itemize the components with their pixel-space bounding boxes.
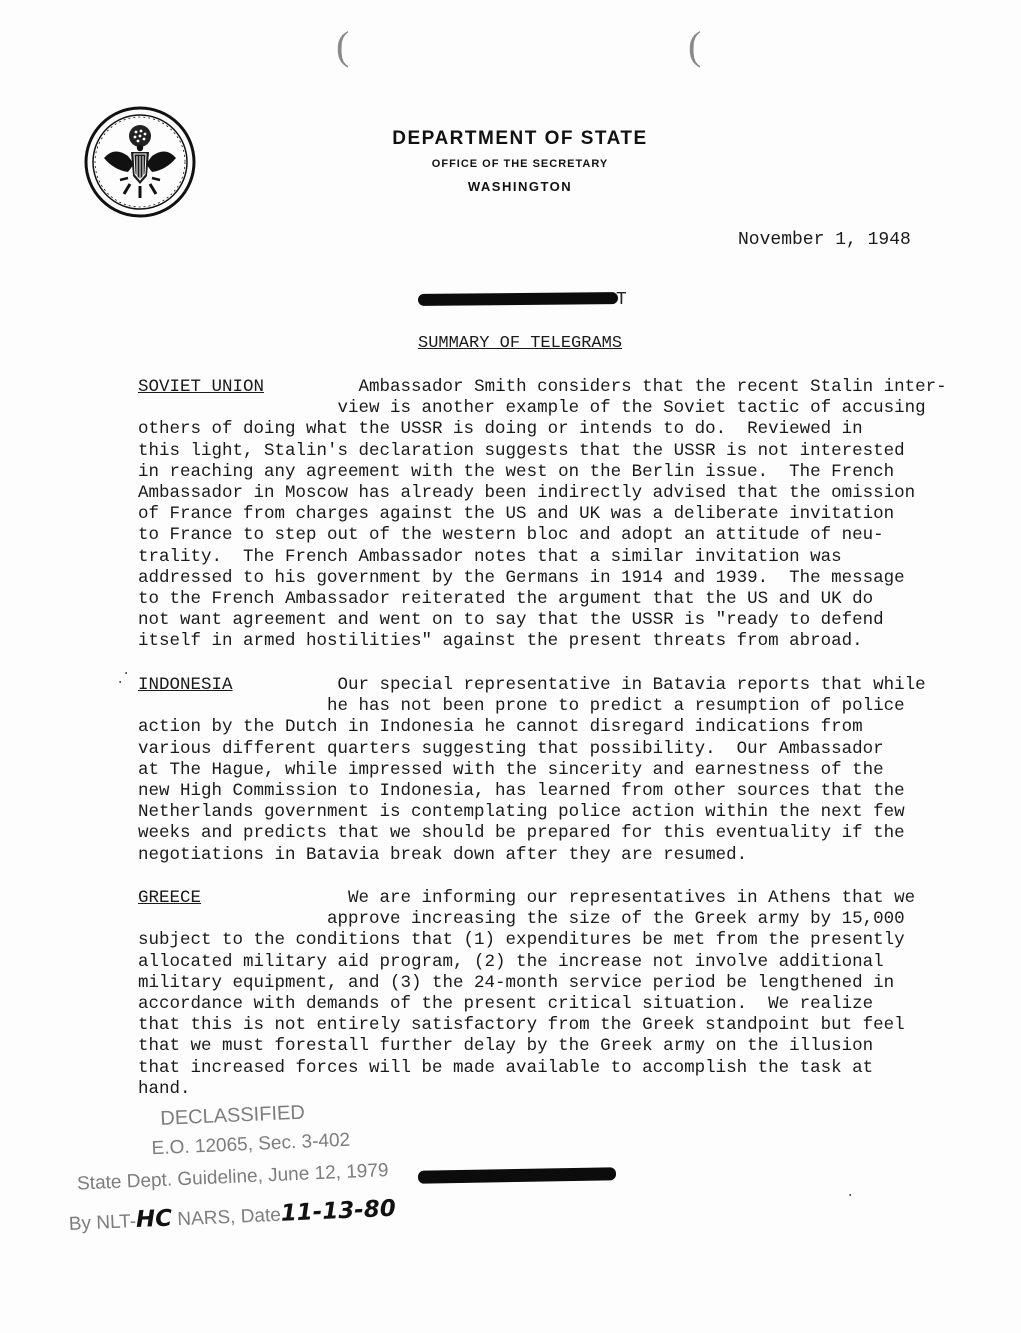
section-line: weeks and predicts that we should be prepared for this eventuality if the (138, 823, 905, 844)
section-line: subject to the conditions that (1) expenditures be met from the presently (138, 930, 905, 951)
great-seal-icon (84, 106, 196, 218)
section-line: Ambassador Smith considers that the recent Stalin inter- (264, 377, 947, 397)
classification-tick: T (616, 290, 627, 310)
section-line: he has not been prone to predict a resumption of police (138, 696, 905, 717)
section-line: military equipment, and (3) the 24-month service period be lengthened in (138, 972, 895, 993)
office-name: OFFICE OF THE SECRETARY (431, 158, 609, 170)
section-line: not want agreement and went on to say that the USSR is "ready to defend (138, 610, 884, 631)
section-line: in reaching any agreement with the west on the Berlin issue. The French (138, 461, 895, 482)
document-date: November 1, 1948 (738, 230, 911, 250)
section-line: trality. The French Ambassador notes that a similar invitation was (138, 546, 842, 567)
section-heading: GREECE (138, 888, 202, 908)
section-line: of France from charges against the US and UK was a deliberate invitation (138, 504, 895, 525)
section-soviet-union (138, 377, 947, 653)
section-line: at The Hague, while impressed with the sincerity and earnestness of the (138, 759, 884, 780)
stamp-by-label: By NLT- (68, 1211, 137, 1235)
section-greece (138, 888, 938, 1100)
section-line: action by the Dutch in Indonesia he cannot disregard indications from (138, 717, 863, 738)
stamp-authorization (68, 1196, 396, 1236)
section-line: this light, Stalin's declaration suggests that the USSR is not interested (138, 440, 905, 461)
section-line: Our special representative in Batavia reports that while (232, 675, 926, 695)
redacted-classification-top (418, 292, 618, 306)
stamp-executive-order: E.O. 12065, Sec. 3-402 (151, 1129, 351, 1160)
stamp-date: 11-13-80 (280, 1195, 397, 1227)
stamp-guideline: State Dept. Guideline, June 12, 1979 (76, 1159, 389, 1195)
section-line: view is another example of the Soviet tactic of accusing (138, 398, 926, 419)
section-line: others of doing what the USSR is doing or intends to do. Reviewed in (138, 419, 863, 440)
section-line: itself in armed hostilities" against the present threats from abroad. (138, 631, 863, 652)
section-line: allocated military aid program, (2) the increase not involve additional (138, 951, 884, 972)
ink-spot: · (846, 1188, 855, 1204)
section-line: new High Commission to Indonesia, has learned from other sources that the (138, 781, 905, 802)
section-indonesia (138, 675, 938, 866)
section-line: to France to step out of the western bloc and adopt an attitude of neu- (138, 525, 884, 546)
left-margin-mark: ( (336, 23, 350, 68)
section-line: approve increasing the size of the Greek army by 15,000 (138, 909, 905, 930)
section-line: addressed to his government by the Germans in 1914 and 1939. The message (138, 567, 905, 588)
ink-spot: . (116, 672, 125, 688)
stamp-initials: HC (135, 1205, 173, 1234)
section-line: various different quarters suggesting that possibility. Our Ambassador (138, 738, 884, 759)
ink-spot: · (122, 666, 131, 682)
section-line: to the French Ambassador reiterated the argument that the US and UK do (138, 589, 874, 610)
department-name: DEPARTMENT OF STATE (392, 128, 648, 149)
section-line: We are informing our representatives in Athens that we (201, 888, 916, 908)
section-line: negotiations in Batavia break down after they are resumed. (138, 844, 748, 865)
document-title: SUMMARY OF TELEGRAMS (418, 334, 623, 353)
section-line: accordance with demands of the present critical situation. We realize (138, 994, 874, 1015)
section-line: that increased forces will be made available to accomplish the task at (138, 1057, 874, 1078)
section-line: hand. (138, 1078, 191, 1099)
city-name: WASHINGTON (467, 179, 573, 194)
right-margin-mark: ( (688, 23, 702, 68)
section-line: that we must forestall further delay by the Greek army on the illusion (138, 1036, 874, 1057)
section-heading: INDONESIA (138, 675, 233, 695)
redacted-classification-bottom (418, 1167, 616, 1183)
section-line: Netherlands government is contemplating police action within the next few (138, 802, 905, 823)
stamp-declassified: DECLASSIFIED (159, 1101, 306, 1130)
section-heading: SOVIET UNION (138, 377, 265, 397)
section-line: Ambassador in Moscow has already been indirectly advised that the omission (138, 483, 916, 504)
stamp-nars-label: NARS, Date (171, 1204, 282, 1231)
section-line: that this is not entirely satisfactory from the Greek standpoint but feel (138, 1015, 905, 1036)
letterhead (340, 128, 700, 194)
